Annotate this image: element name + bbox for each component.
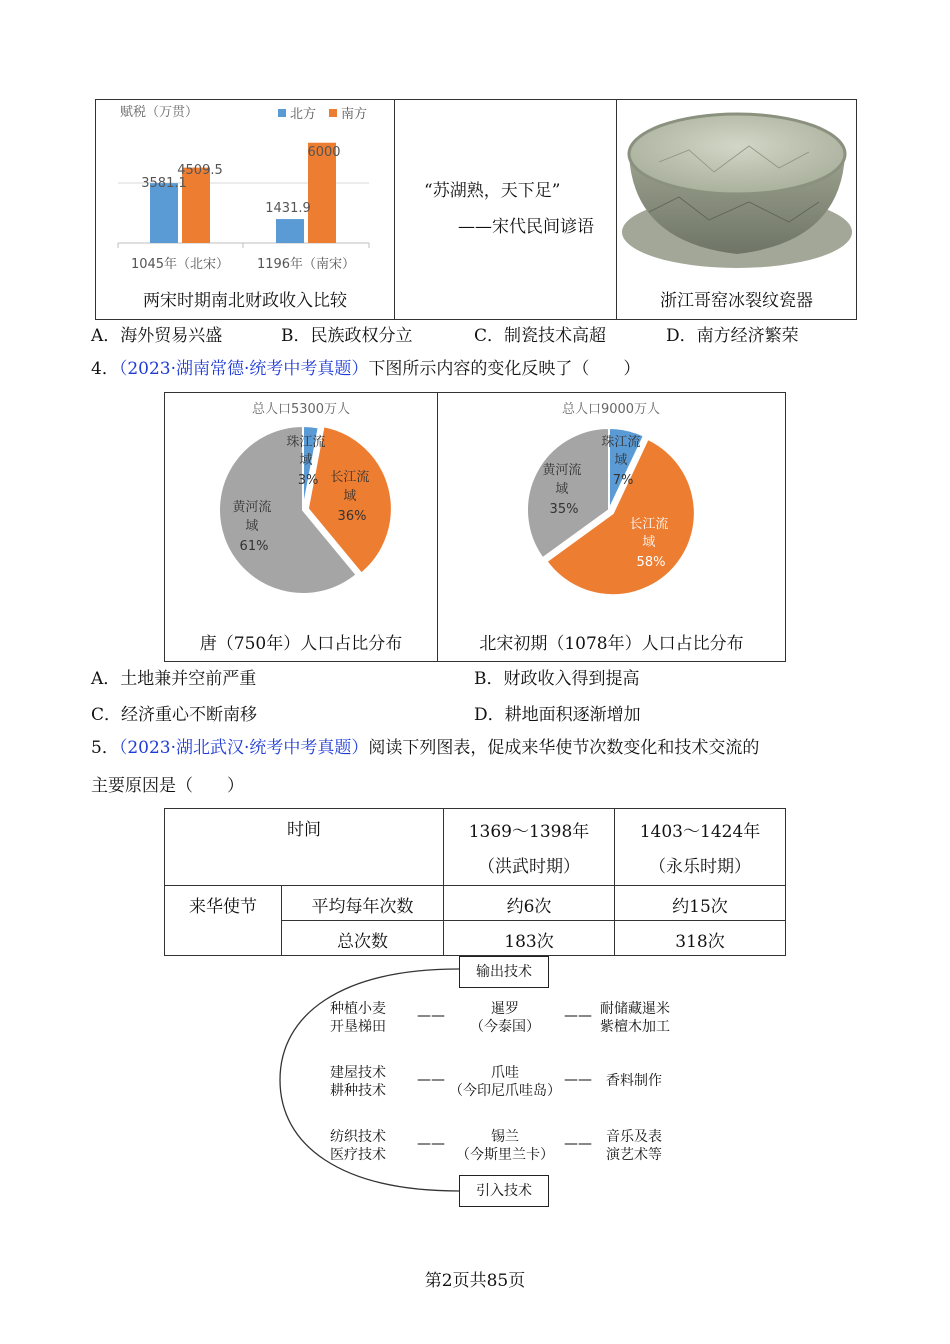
slice-label: 7% [612,473,634,488]
q3-option-d[interactable]: D．南方经济繁荣 [666,326,799,346]
slice-label: 珠江流 [601,435,641,450]
connector: —— [564,1072,592,1088]
slice-label: 36% [337,509,367,524]
chart-ylabel: 赋税（万贯） [120,105,199,120]
import-item: 音乐及表 演艺术等 [606,1129,662,1163]
table-cell: 318次 [615,921,786,956]
category-label: 1045年（北宋） [130,257,230,272]
slice-label: 域 [555,482,569,497]
row-group-label: 来华使节 [165,886,282,956]
pie-caption-song: 北宋初期（1078年）人口占比分布 [479,634,744,654]
header-yongle [615,809,786,886]
q3-option-a[interactable]: A．海外贸易兴盛 [91,326,223,346]
bar-north [150,183,178,243]
header-era: （洪武时期） [478,857,580,877]
bar-value-label: 1431.9 [265,201,311,216]
q4-option-c[interactable]: C．经济重心不断南移 [91,705,258,725]
connector: —— [417,1072,445,1088]
q3-option-b[interactable]: B．民族政权分立 [281,326,413,346]
pie-chart-tang [165,393,437,618]
row-label: 平均每年次数 [282,886,444,921]
porcelain-caption: 浙江哥窑冰裂纹瓷器 [660,291,813,311]
question-number: 4． [91,359,119,379]
table-cell: 约15次 [615,886,786,921]
bar-north [276,219,304,243]
header-years: 1403～1424年 [639,822,761,842]
question-text: 阅读下列图表，促成来华使节次数变化和技术交流的 [368,738,760,758]
legend-south-label: 南方 [341,107,368,122]
slice-label: 3% [297,473,319,488]
pie-total-label: 总人口9000万人 [561,402,661,417]
pie-caption-tang: 唐（750年）人口占比分布 [199,634,403,654]
output-item: 种植小麦 开垦梯田 [330,1001,386,1035]
q4-option-d[interactable]: D．耕地面积逐渐增加 [474,705,641,725]
header-years: 1369～1398年 [468,822,590,842]
q4-option-b[interactable]: B．财政收入得到提高 [474,669,640,689]
porcelain-bowl-image [619,102,855,278]
q3-figure-table [95,99,857,320]
q4-figure-table [164,392,786,662]
slice-label: 域 [642,535,656,550]
connector: —— [564,1008,592,1024]
bar-value-label: 6000 [307,145,341,160]
bar-value-label: 4509.5 [177,163,223,178]
slice-label: 珠江流 [286,435,326,450]
chart-caption: 两宋时期南北财政收入比较 [143,291,347,311]
q4-stem [91,356,640,382]
slice-label: 黄河流 [232,500,272,515]
question-text: 下图所示内容的变化反映了（ ） [368,359,641,379]
q5-stem-line1 [91,735,759,761]
output-item: 纺织技术 医疗技术 [330,1129,386,1163]
import-tech-box: 引入技术 [459,1175,549,1207]
page-footer: 第2页共85页 [424,1271,526,1291]
slice-label: 域 [614,453,628,468]
bar-value-label: 3581.1 [141,176,187,191]
connector: —— [417,1008,445,1024]
connector: —— [564,1136,592,1152]
slice-label: 域 [245,519,259,534]
q5-stem-line2: 主要原因是（ ） [91,776,244,796]
slice-label: 长江流 [330,470,370,485]
slice-label: 域 [343,489,357,504]
import-item: 耐储藏暹米 紫檀木加工 [600,1001,670,1035]
q3-option-c[interactable]: C．制瓷技术高超 [474,326,607,346]
legend-north-swatch [278,109,286,117]
tech-exchange-diagram [270,955,690,1211]
proverb-quote: “苏湖熟，天下足” [424,181,561,201]
pie-chart-song [438,393,785,618]
slice-label: 长江流 [629,517,669,532]
slice-label: 61% [239,539,269,554]
header-hongwu [444,809,615,886]
import-item: 香料制作 [606,1073,662,1089]
legend-north-label: 北方 [290,107,317,122]
row-label: 总次数 [282,921,444,956]
slice-label: 35% [549,502,579,517]
table-cell: 183次 [444,921,615,956]
proverb-source: ——宋代民间谚语 [458,217,594,237]
table-cell: 约6次 [444,886,615,921]
category-label: 1196年（南宋） [256,257,356,272]
output-tech-box: 输出技术 [459,956,549,988]
pie-total-label: 总人口5300万人 [251,402,351,417]
q3-bar-chart [96,100,394,280]
slice-label: 黄河流 [542,463,582,478]
output-item: 建屋技术 耕种技术 [330,1065,386,1099]
country-siam: 暹罗 （今泰国） [470,1001,540,1035]
slice-label: 域 [299,453,313,468]
country-java: 爪哇 （今印尼爪哇岛） [449,1065,561,1099]
question-source: （2023·湖南常德·统考中考真题） [118,359,369,379]
envoy-table [164,808,786,956]
q4-option-a[interactable]: A．土地兼并空前严重 [91,669,257,689]
country-ceylon: 锡兰 （今斯里兰卡） [456,1129,554,1163]
legend-south-swatch [329,109,337,117]
question-number: 5． [91,738,119,758]
header-era: （永乐时期） [649,857,751,877]
question-source: （2023·湖北武汉·统考中考真题） [118,738,369,758]
connector: —— [417,1136,445,1152]
slice-label: 58% [636,555,666,570]
header-time: 时间 [165,809,444,886]
